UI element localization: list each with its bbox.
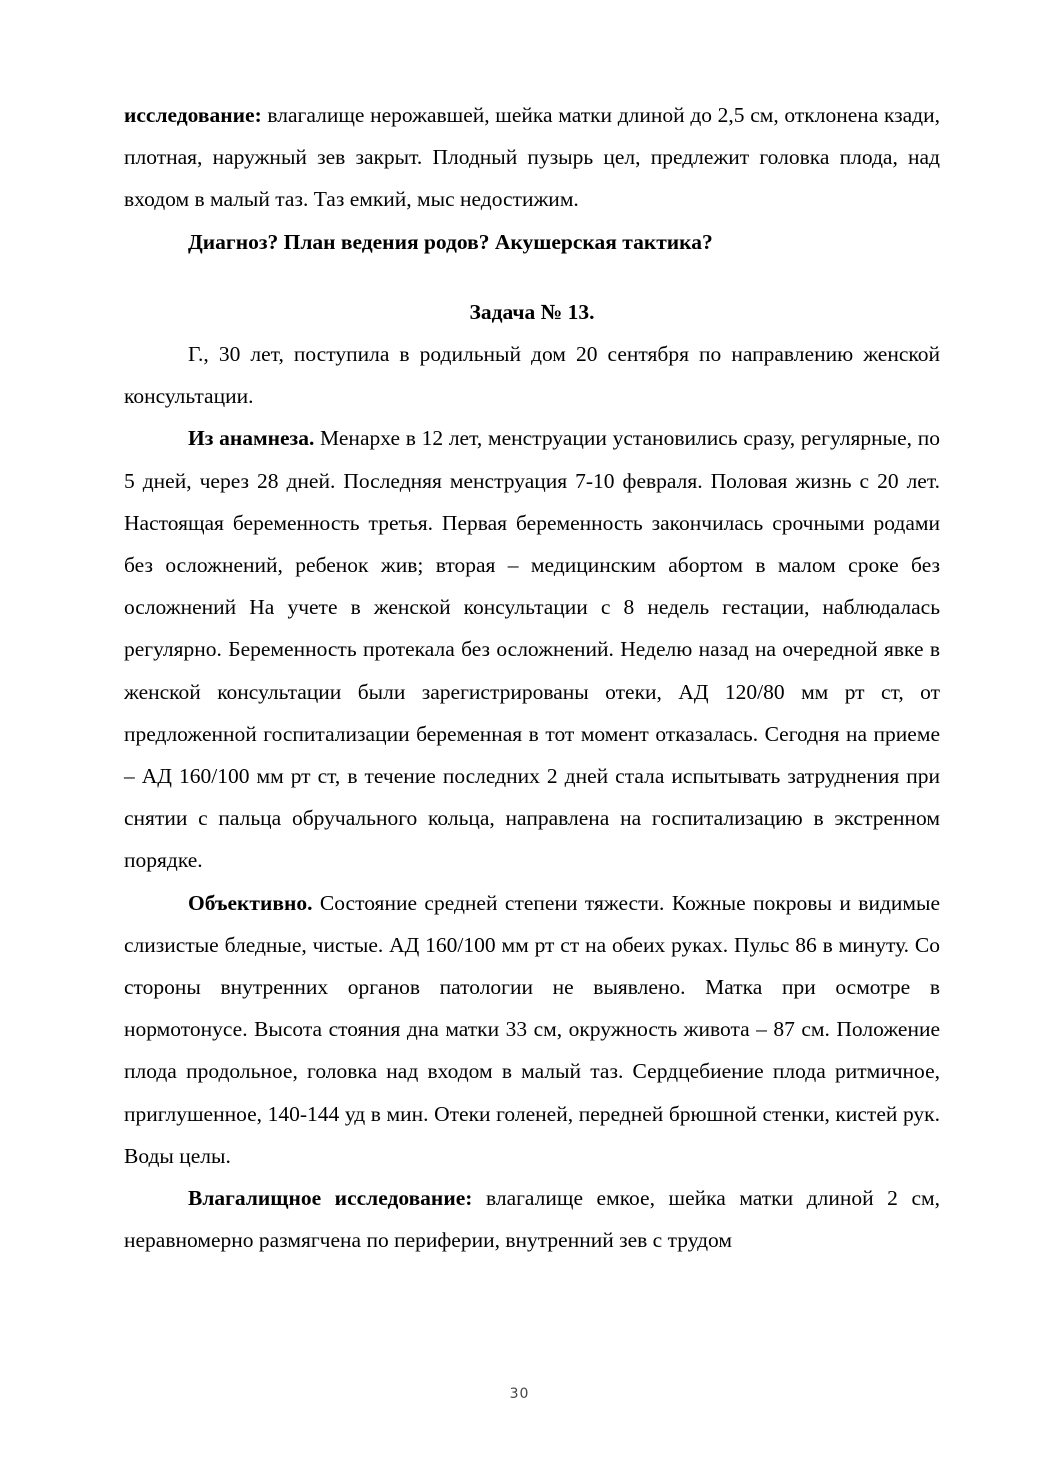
task-title: Задача № 13.	[469, 299, 595, 324]
bold-lead: Объективно.	[188, 890, 313, 915]
page-number: 30	[509, 1386, 530, 1402]
bold-lead: Влагалищное исследование:	[188, 1186, 473, 1211]
paragraph-vaginal-exam	[124, 1177, 940, 1261]
bold-lead: Из анамнеза.	[188, 426, 315, 451]
paragraph-text: влагалище нерожавшей, шейка матки длиной до 2,5 см, отклонена кзади, плотная, наружный зев закрыт. Плодный пузырь цел, предлежит головка плода, над входом в малый таз. Таз емкий, мыс недостижим.	[124, 103, 940, 212]
paragraph-intro: Г., 30 лет, поступила в родильный дом 20 сентября по направлению женской консультации.	[124, 342, 940, 409]
paragraph-vaginal-exam-continued	[124, 94, 940, 221]
questions-line: Диагноз? План ведения родов? Акушерская тактика?	[188, 229, 713, 254]
paragraph-objective	[124, 882, 940, 1177]
paragraph-text: Состояние средней степени тяжести. Кожные покровы и видимые слизистые бледные, чистые. АД 160/100 мм рт ст на обеих руках. Пульс 86 в минуту. Со стороны внутренних органов патологии не выявлено. Матка при осмотре в нормотонусе. Высота стояния дна матки 33 см, окружность живота – 87 см. Положение плода продольное, головка над входом в малый таз. Сердцебиение плода ритмичное, приглушенное, 140-144 уд в мин. Отеки голеней, передней брюшной стенки, кистей рук. Воды целы.	[124, 890, 940, 1168]
paragraph-text: влагалище емкое, шейка матки длиной 2 см, неравномерно размягчена по периферии, внутренний зев с трудом	[124, 1186, 940, 1253]
page-body	[124, 94, 940, 1261]
paragraph-anamnesis	[124, 417, 940, 881]
bold-lead: исследование:	[124, 103, 262, 127]
paragraph-text: Менархе в 12 лет, менструации установились сразу, регулярные, по 5 дней, через 28 дней. Последняя менструация 7-10 февраля. Половая жизнь с 20 лет. Настоящая беременность третья. Первая беременность закончилась срочными родами без осложнений, ребенок жив; вторая – медицинским абортом в малом сроке без осложнений На учете в женской консультации с 8 недель гестации, наблюдалась регулярно. Беременность протекала без осложнений. Неделю назад на очередной явке в женской консультации были зарегистрированы отеки, АД 120/80 мм рт ст, от предложенной госпитализации беременная в тот момент отказалась. Сегодня на приеме – АД 160/100 мм рт ст, в течение последних 2 дней стала испытывать затруднения при снятии с пальца обручального кольца, направлена на госпитализацию в экстренном порядке.	[124, 426, 941, 873]
